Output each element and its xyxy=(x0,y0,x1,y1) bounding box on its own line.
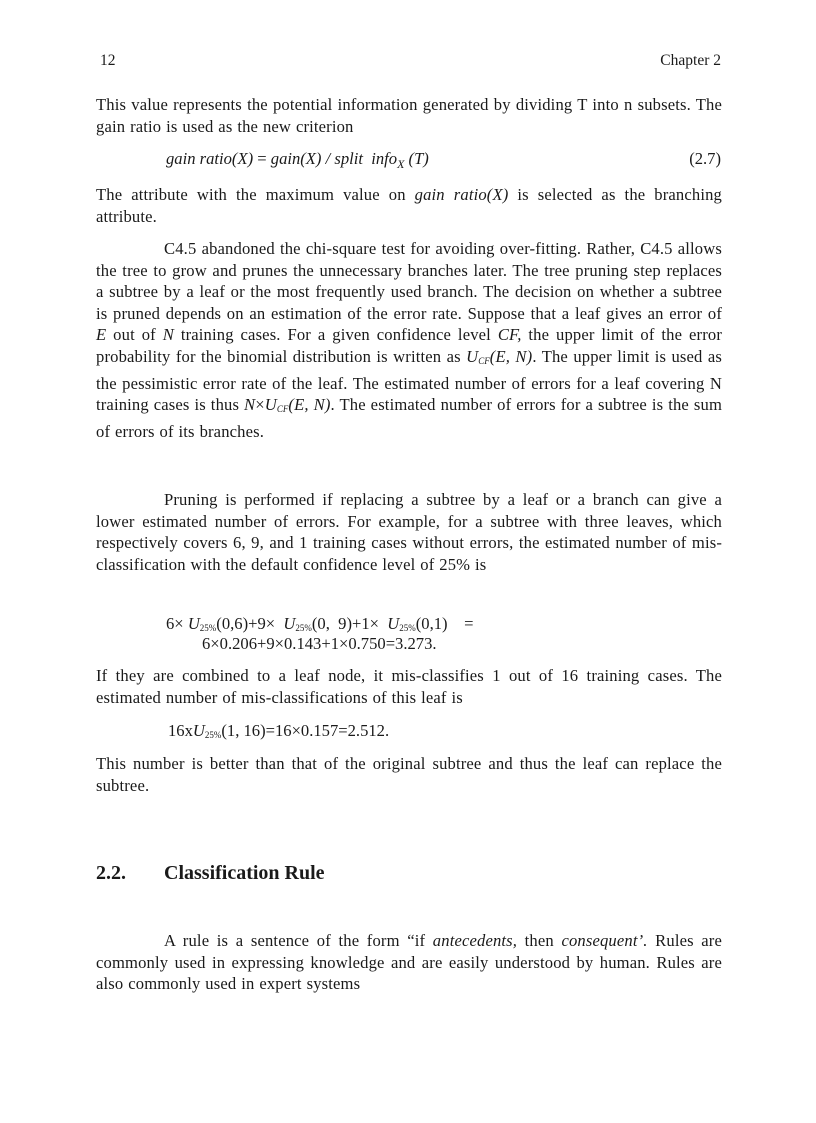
text-emphasis: consequent’. xyxy=(561,931,648,950)
text-emphasis: antecedents, xyxy=(432,931,518,950)
text-emphasis: (E, N) xyxy=(489,346,533,366)
text-emphasis: U xyxy=(466,346,479,366)
text-run: . The upper limit is used as the pessimistic error rate of the leaf. The estimated number of errors for a leaf covering N training cases is thus xyxy=(96,346,722,415)
text-run: is selected as the branching attribute. xyxy=(96,185,722,226)
section-heading xyxy=(96,860,325,886)
text-run: out of xyxy=(106,325,163,345)
paragraph-rule-definition xyxy=(96,930,722,995)
calc-term: U xyxy=(283,614,296,633)
paragraph-text: This number is better than that of the original subtree and thus the leaf can replace the subtree. xyxy=(96,754,722,795)
text-emphasis: gain ratio(X) xyxy=(414,185,509,204)
equation-subscript: X xyxy=(397,157,405,171)
calc-subscript: 25% xyxy=(199,623,217,633)
paragraph-conclusion xyxy=(96,753,722,796)
equation-lhs: gain ratio(X) xyxy=(166,149,254,168)
paragraph-text: Pruning is performed if replacing a subtree by a leaf or a branch can give a lower estimated number of errors. For example, for a subtree with three leaves, which respectively covers 6, 9, and 1 training cases without errors, the estimated number of mis-classification with the default confidence level of 25% is xyxy=(96,490,722,574)
running-header-chapter: Chapter 2 xyxy=(660,52,721,69)
equation-number: (2.7) xyxy=(689,149,721,168)
text-run: training cases. For a given confidence level xyxy=(173,325,498,345)
calc-term: U xyxy=(192,721,205,740)
text-run: the upper limit of the error probability for the binomial distribution is written as xyxy=(96,325,722,366)
text-emphasis: CF, xyxy=(497,325,522,345)
paragraph-pruning-example xyxy=(96,489,722,575)
text-run: The attribute with the maximum value on xyxy=(96,185,415,204)
calc-term: U xyxy=(187,614,200,633)
text-run: C4.5 abandoned the chi-square test for avoiding over-fitting. Rather, C4.5 allows the tree to grow and prunes the unnecessary branches later. The tree pruning step replaces a subtree by a leaf or the most frequently used branch. The decision on whether a subtree is pruned depends on an estimation of the error rate. Suppose that a leaf gives an error of xyxy=(96,239,722,323)
text-emphasis: N xyxy=(244,395,256,415)
equation-gain-ratio xyxy=(166,148,429,176)
calc-term: 16x xyxy=(168,721,193,740)
section-number: 2.2. xyxy=(96,862,126,884)
text-emphasis: E xyxy=(96,325,107,345)
text-run: then xyxy=(517,931,562,950)
calculation-leaf-errors xyxy=(168,720,389,747)
paragraph-text: If they are combined to a leaf node, it mis-classifies 1 out of 16 training cases. The estimated number of mis-classifications of this leaf is xyxy=(96,666,722,707)
equation-equals: = xyxy=(253,149,271,168)
text-subscript: CF xyxy=(478,355,490,366)
section-title: Classification Rule xyxy=(164,862,325,884)
paragraph-combined-leaf xyxy=(96,665,722,708)
calc-subscript: 25% xyxy=(204,730,222,740)
calc-term: (0,6)+9× xyxy=(216,614,284,633)
calc-subscript: 25% xyxy=(399,623,416,633)
text-run: Rules are commonly used in expressing knowledge and are easily understood by human. Rules are also commonly used in expert systems xyxy=(96,931,722,994)
text-run: . The estimated number of errors for a subtree is the sum of errors of its branches. xyxy=(96,395,723,441)
text-emphasis: N xyxy=(162,325,174,345)
page-number: 12 xyxy=(100,52,116,69)
text-run: A rule is a sentence of the form “if xyxy=(164,931,433,950)
calc-term: (0,1) = xyxy=(415,614,474,633)
calc-term: (0, 9)+1× xyxy=(311,614,388,633)
calc-subscript: 25% xyxy=(295,623,312,633)
paragraph-text: This value represents the potential information generated by dividing T into n subsets. The gain ratio is used as the new criterion xyxy=(96,95,722,136)
paragraph-branching-attribute xyxy=(96,184,722,227)
calculation-subtree-result: 6×0.206+9×0.143+1×0.750=3.273. xyxy=(202,634,437,653)
paragraph-split-info xyxy=(96,94,722,137)
text-emphasis: (E, N) xyxy=(288,395,331,415)
paragraph-pruning-c45 xyxy=(96,238,722,442)
text-emphasis: U xyxy=(264,395,277,415)
text-subscript: CF xyxy=(276,404,289,415)
calc-term: U xyxy=(387,614,400,633)
calc-term: 6× xyxy=(166,614,188,633)
text-run: × xyxy=(255,395,265,415)
equation-rhs-arg: (T) xyxy=(404,149,429,168)
equation-rhs: gain(X) / split info xyxy=(270,149,398,168)
calc-term: (1, 16)=16×0.157=2.512. xyxy=(221,721,390,740)
